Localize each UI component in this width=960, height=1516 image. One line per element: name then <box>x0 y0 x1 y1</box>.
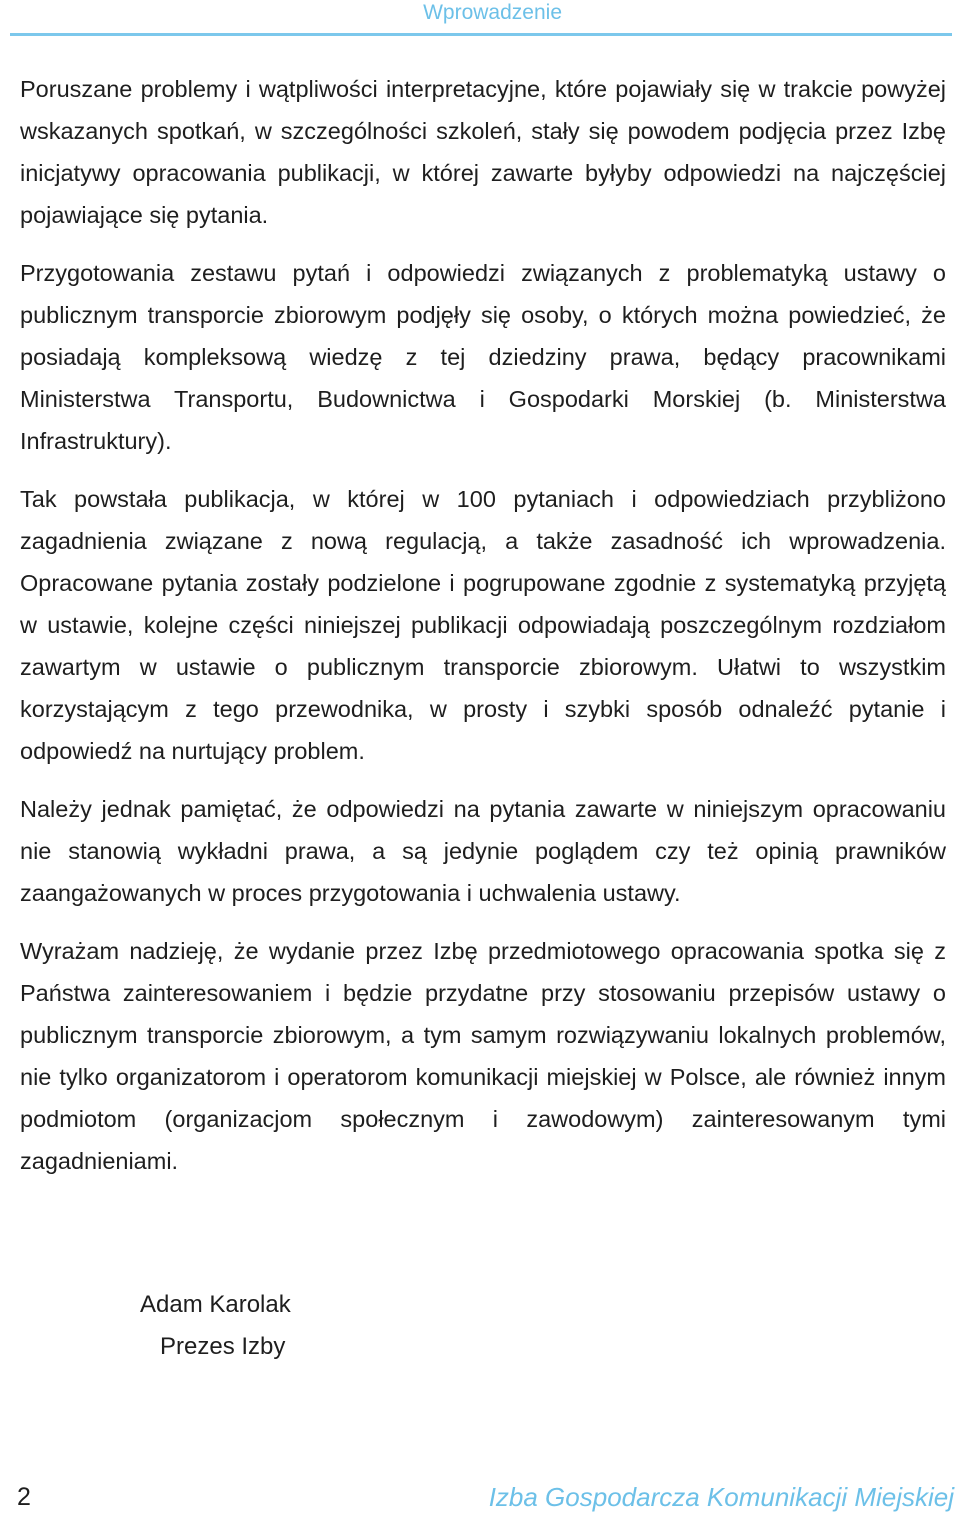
paragraph-disclaimer: Należy jednak pamiętać, że odpowiedzi na pytania zawarte w niniejszym opracowaniu nie stanowią wykładni prawa, a są jedynie poglądem czy też opinią prawników zaangażowanych w proces przygotowania i uchwalenia ustawy. <box>20 796 946 906</box>
signature-block <box>140 1284 291 1368</box>
signature-title: Prezes Izby <box>160 1333 286 1360</box>
paragraph-intro: Poruszane problemy i wątpliwości interpretacyjne, które pojawiały się w trakcie powyżej wskazanych spotkań, w szczególności szkoleń, stały się powodem podjęcia przez Izbę inicjatywy opracowania publikacji, w której zawarte byłyby odpowiedzi na najczęściej pojawiające się pytania. <box>20 76 946 228</box>
page-number: 2 <box>17 1483 31 1511</box>
document-body <box>20 68 946 1198</box>
signature-name: Adam Karolak <box>140 1291 291 1318</box>
section-header: Wprowadzenie <box>423 1 562 24</box>
paragraph-authors: Przygotowania zestawu pytań i odpowiedzi związanych z problematyką ustawy o publicznym transporcie zbiorowym podjęły się osoby, o których można powiedzieć, że posiadają kompleksową wiedzę z tej dziedziny prawa, będący pracownikami Ministerstwa Transportu, Budownictwa i Gospodarki Morskiej (b. Ministerstwa Infrastruktury). <box>20 260 946 454</box>
footer-organization: Izba Gospodarcza Komunikacji Miejskiej <box>488 1482 954 1512</box>
paragraph-closing: Wyrażam nadzieję, że wydanie przez Izbę przedmiotowego opracowania spotka się z Państwa zainteresowaniem i będzie przydatne przy stosowaniu przepisów ustawy o publicznym transporcie zbiorowym, a tym samym rozwiązywaniu lokalnych problemów, nie tylko organizatorom i operatorom komunikacji miejskiej w Polsce, ale również innym podmiotom (organizacjom społecznym i zawodowym) zainteresowanym tymi zagadnieniami. <box>20 938 946 1174</box>
header-divider <box>10 33 952 36</box>
paragraph-publication: Tak powstała publikacja, w której w 100 pytaniach i odpowiedziach przybliżono zagadnienia związane z nową regulacją, a także zasadność ich wprowadzenia. Opracowane pytania zostały podzielone i pogrupowane zgodnie z systematyką przyjętą w ustawie, kolejne części niniejszej publikacji odpowiadają poszczególnym rozdziałom zawartym w ustawie o publicznym transporcie zbiorowym. Ułatwi to wszystkim korzystającym z tego przewodnika, w prosty i szybki sposób odnaleźć pytanie i odpowiedź na nurtujący problem. <box>20 486 946 764</box>
